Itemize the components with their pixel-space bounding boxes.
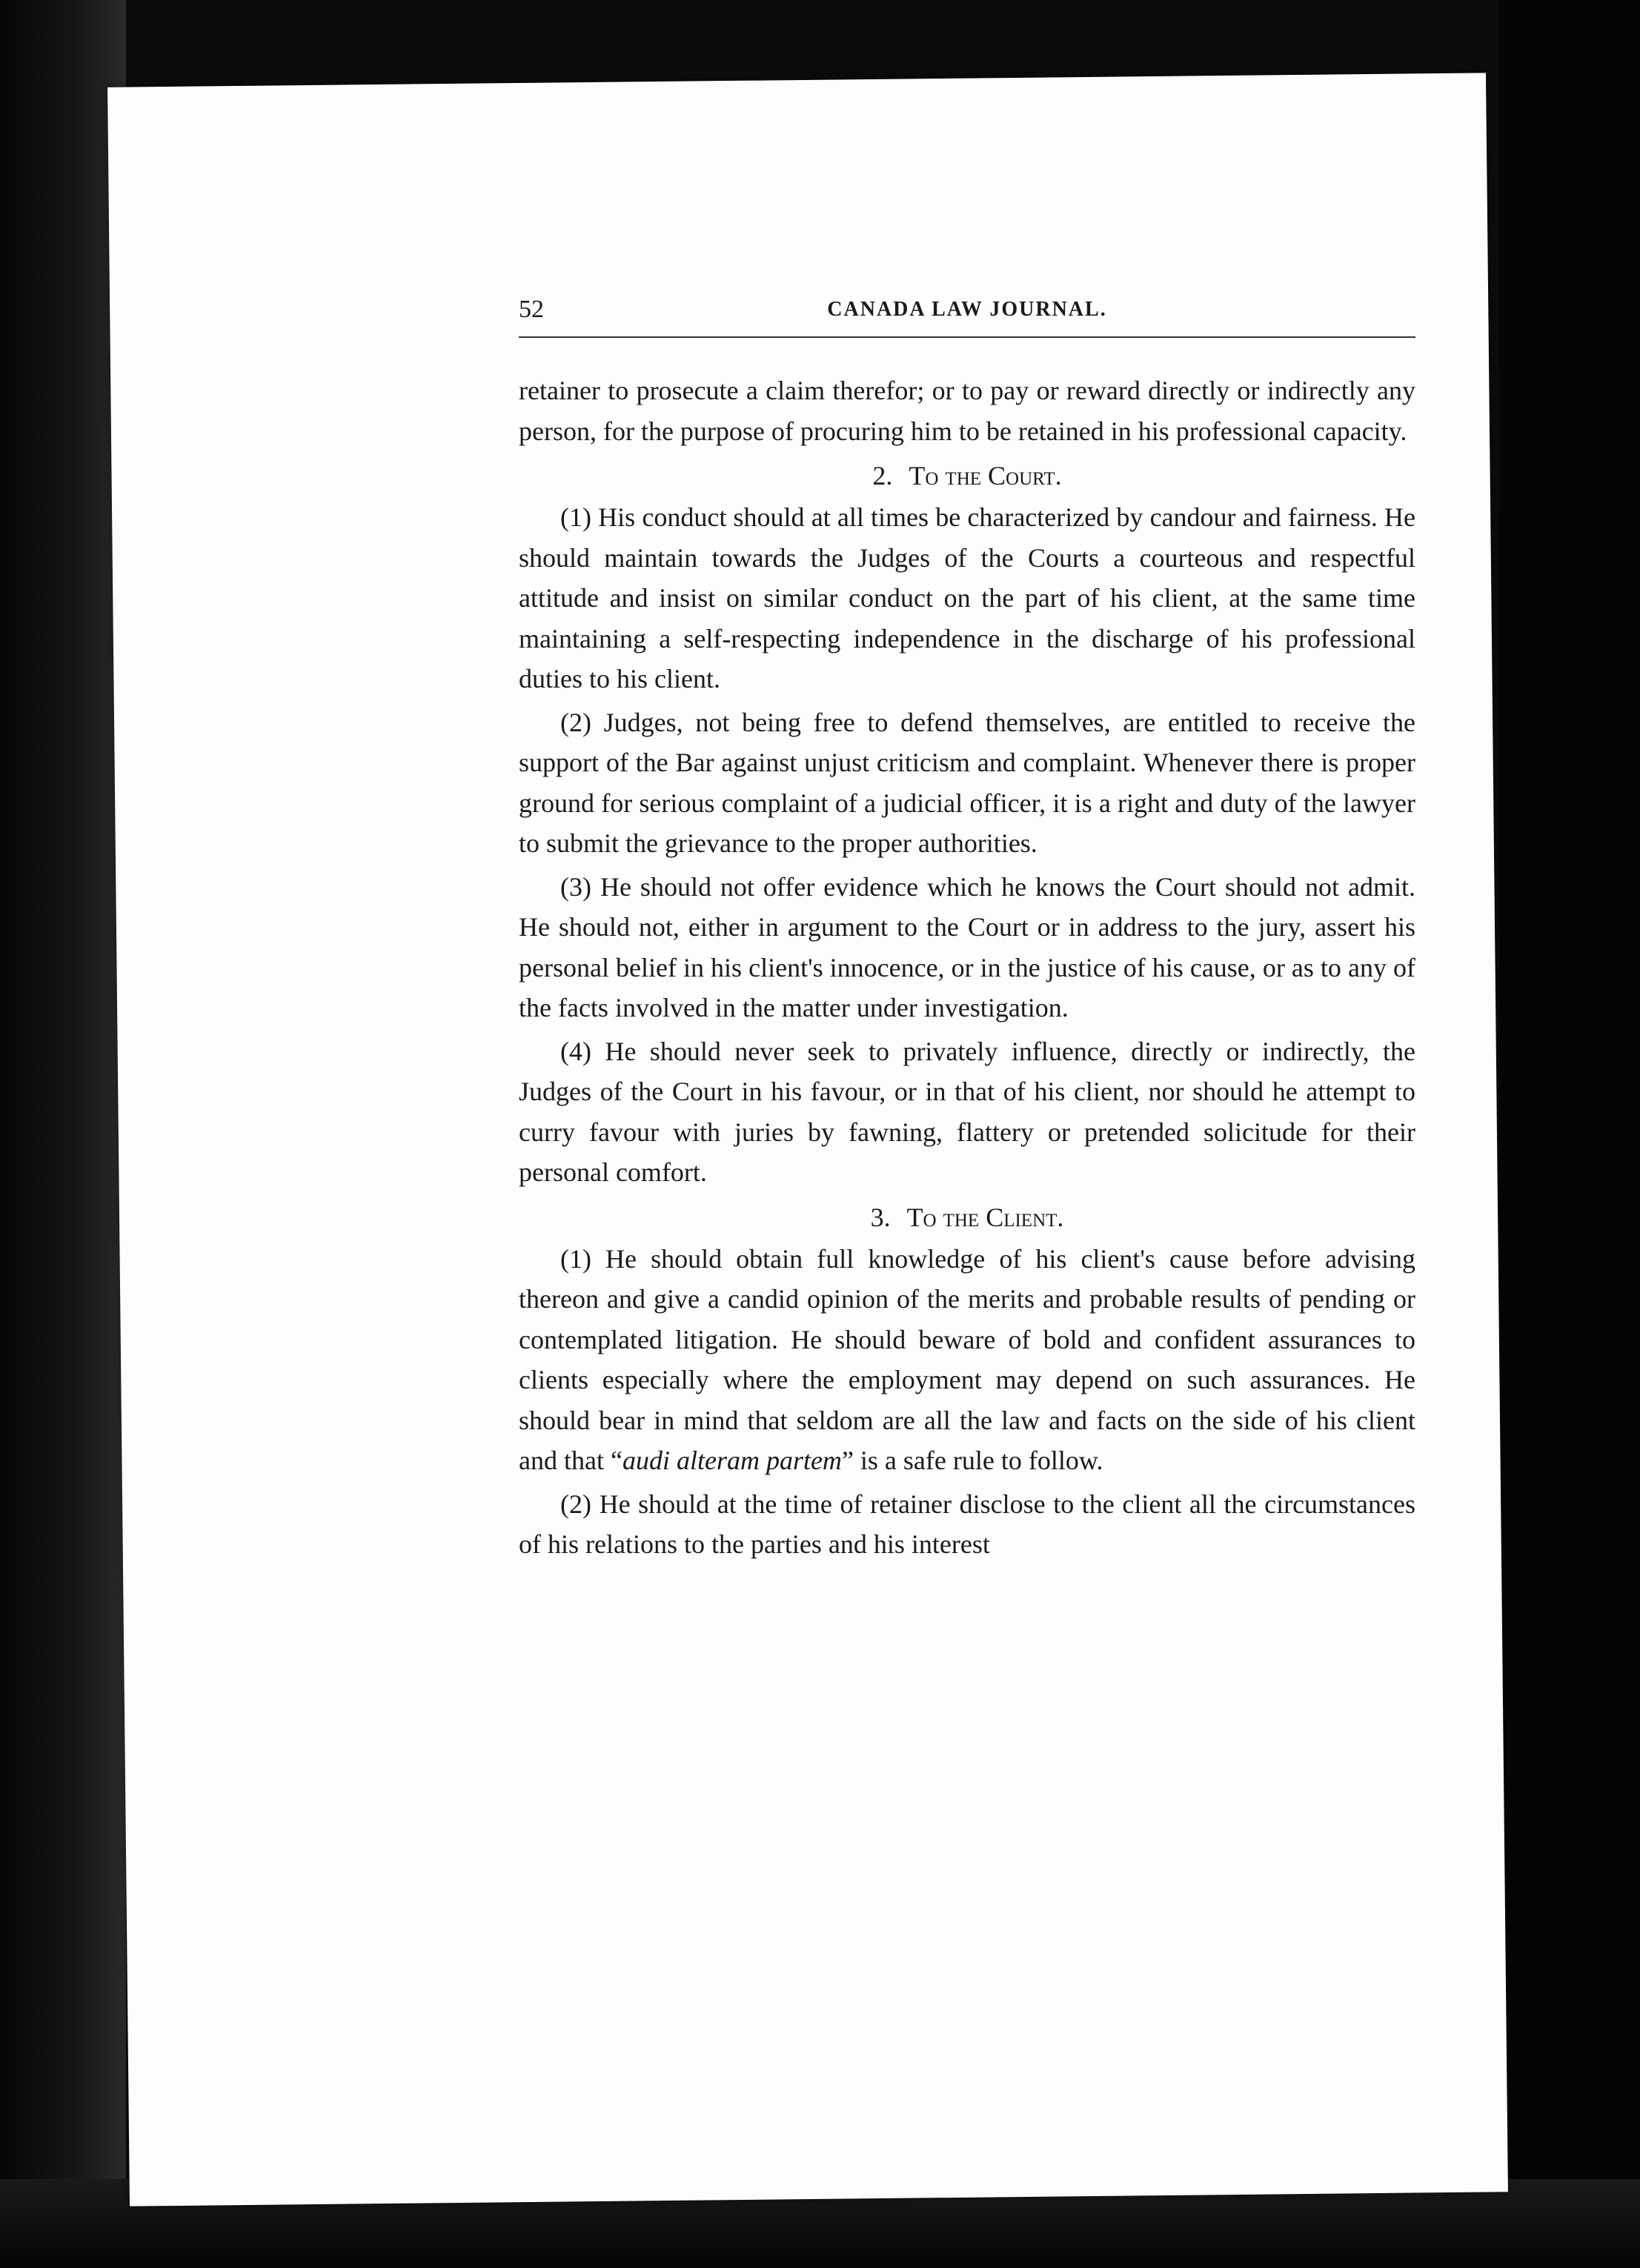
paragraph-client-1	[519, 1239, 1415, 1481]
journal-title: CANADA LAW JOURNAL.	[827, 298, 1107, 321]
page-number: 52	[519, 296, 544, 323]
section-number: 3.	[870, 1202, 891, 1232]
page-content	[519, 289, 1415, 1568]
section-title: To the Court.	[909, 461, 1062, 490]
paragraph-court-2: (2) Judges, not being free to defend themselves, are entitled to receive the support of the Bar against unjust criticism and complaint. Whenever there is proper ground for serious complaint of a judicial officer, it is a right and duty of the lawyer to submit the grievance to the proper authorities.	[519, 707, 1415, 858]
paragraph-court-1: (1) His conduct should at all times be characterized by candour and fairness. He should maintain towards the Judges of the Courts a courteous and respectful attitude and insist on similar conduct on the part of his client, at the same time maintaining a self-respecting independence in the discharge of his professional duties to his client.	[519, 502, 1415, 694]
scan-left-edge	[0, 0, 126, 2268]
latin-maxim: audi alteram partem	[622, 1446, 842, 1475]
paragraph-client-2: (2) He should at the time of retainer disclose to the client all the circumstances of his relations to the parties and his interest	[519, 1489, 1415, 1559]
scan-right-edge	[1499, 0, 1640, 2268]
paragraph-continued: retainer to prosecute a claim therefor; or to pay or reward directly or indirectly any person, for the purpose of procuring him to be retained in his professional capacity.	[519, 376, 1415, 446]
section-number: 2.	[872, 461, 893, 490]
section-heading-client	[519, 1196, 1415, 1239]
paragraph-text: ” is a safe rule to follow.	[841, 1446, 1103, 1475]
paragraph-text: (1) He should obtain full knowledge of his client's cause before advising thereon and give a candid opinion of the merits and probable results of pending or contemplated litigation. He should beware of bold and confident assurances to clients especially where the employment may depend on such assurances. He should bear in mind that seldom are all the law and facts on the side of his client and that “	[519, 1243, 1415, 1475]
section-heading-court	[519, 454, 1415, 497]
paragraph-court-4: (4) He should never seek to privately influence, directly or indirectly, the Judges of the Court in his favour, or in that of his client, nor should he attempt to curry favour with juries by fawning, flattery or pretended solicitude for their personal comfort.	[519, 1036, 1415, 1187]
section-title: To the Client.	[906, 1202, 1064, 1232]
running-head	[519, 289, 1415, 330]
paragraph-court-3: (3) He should not offer evidence which he knows the Court should not admit. He should not, either in argument to the Court or in address to the jury, assert his personal belief in his client's innocence, or in the justice of his cause, or as to any of the facts involved in the matter under investigation.	[519, 871, 1415, 1022]
header-rule	[519, 336, 1415, 338]
